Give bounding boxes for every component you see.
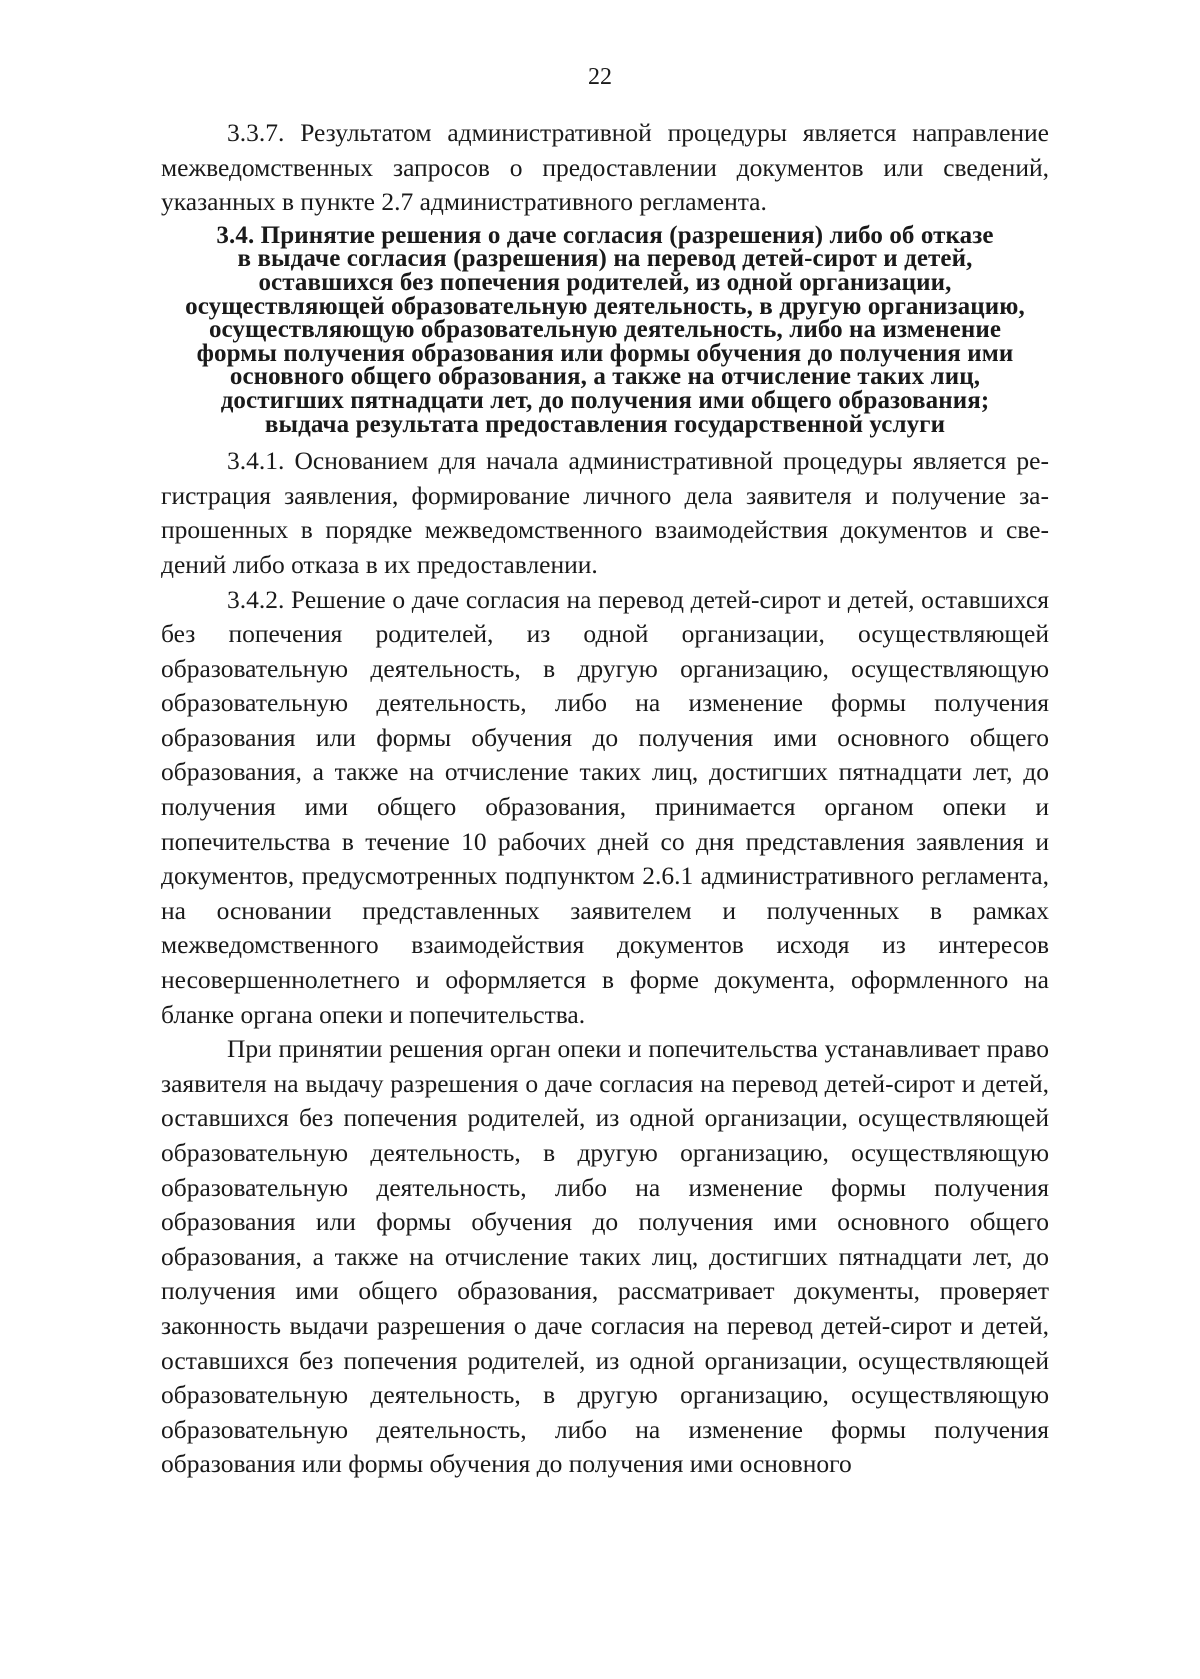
paragraph-3-4-1: 3.4.1. Основанием для начала административной процедуры является регистрация заявления, формирование личного дела заявителя и получение запрошенных в порядке межведомственного взаимодействия документов и сведений либо отказа в их предоставлении. — [161, 446, 1049, 579]
heading-line: осуществляющей образовательную деятельность, в другую организацию, — [185, 292, 1025, 320]
paragraph-decision: При принятии решения орган опеки и попечительства устанавливает право заявителя на выдачу разрешения о даче согласия на перевод детей-сирот и детей, оставшихся без попечения родителей, из одной организации, осуществляющей образовательную деятельность, в другую организацию, осуществляющую образовательную деятельность, либо на изменение формы получения образования или формы обучения до получения ими основного общего образования, а также на отчисление таких лиц, достигших пятнадцати лет, до получения ими общего образования, рассматривает документы, проверяет законность выдачи разрешения о даче согласия на перевод детей-сирот и детей, оставшихся без попечения родителей, из одной организации, осуществляющей образовательную деятельность, в другую организацию, осуществляющую образовательную деятельность, либо на изменение формы получения образования или формы обучения до получения ими основного — [161, 1034, 1049, 1479]
heading-line: основного общего образования, а также на отчисление таких лиц, — [229, 363, 981, 391]
heading-line: осуществляющую образовательную деятельность, либо на изменение — [208, 316, 1002, 344]
heading-line: оставшихся без попечения родителей, из одной организации, — [258, 268, 952, 296]
document-body — [161, 116, 1049, 1482]
heading-line: достигших пятнадцати лет, до получения ими общего образования; — [220, 386, 990, 414]
heading-line: в выдаче согласия (разрешения) на перевод детей-сирот и детей, — [237, 245, 973, 273]
paragraph-3-3-7: 3.3.7. Результатом административной процедуры является направление межведомственных запросов о предоставлении документов или сведений, указанных в пункте 2.7 административного регламента. — [161, 118, 1049, 217]
section-heading-3-4 — [161, 221, 1049, 438]
page-number: 22 — [588, 64, 612, 90]
heading-line: 3.4. Принятие решения о даче согласия (разрешения) либо об отказе — [216, 221, 994, 249]
heading-line: формы получения образования или формы обучения до получения ими — [196, 339, 1014, 367]
paragraph-3-4-2: 3.4.2. Решение о даче согласия на перевод детей-сирот и детей, оставшихся без попечения родителей, из одной организации, осуществляющей образовательную деятельность, в другую организацию, осуществляющую образовательную деятельность, либо на изменение формы получения образования или формы обучения до получения ими основного общего образования, а также на отчисление таких лиц, достигших пятнадцати лет, до получения ими общего образования, принимается органом опеки и попечительства в течение 10 рабочих дней со дня представления заявления и документов, предусмотренных подпунктом 2.6.1 административного регламента, на основании представленных заявителем и полученных в рамках межведомственного взаимодействия документов исходя из интересов несовершеннолетнего и оформляется в форме документа, оформленного на бланке органа опеки и попечительства. — [161, 584, 1049, 1029]
heading-line: выдача результата предоставления государственной услуги — [264, 410, 946, 438]
